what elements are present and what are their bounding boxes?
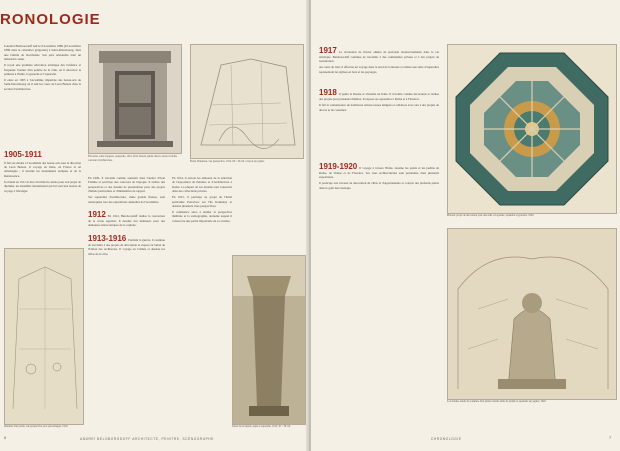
paragraph: Il obtient en 1911 le titre d'architecte artiste pour son projet de diplôme, un ensemble monumental qui lui vaut une bourse de voyage à l'étranger. — [4, 179, 81, 193]
year-heading: 1913-1916 — [88, 233, 127, 243]
paragraph: Au cours de l'été, il effectue un voyage dans le nord de la Russie et réalise une série d'aquarelles représentant les églises en bois et les paysages. — [319, 65, 439, 74]
paragraph: Il commence alors à étudier la perspective théâtrale et la scénographie, domaine auquel il consacrera une partie importante de sa carrière. — [172, 210, 232, 223]
year-heading: 1917 — [319, 46, 337, 55]
paragraph: Il fait la connaissance de nombreux artistes russes émigrés et collabore avec eux à des projets de décors et de costumes. — [319, 103, 439, 112]
figure-caption: Élévation, salle d'apparat. Aquarelle, 1912-1914. Dessin publié dans la revue Zodchii, concours d'architecture. — [88, 155, 178, 162]
paragraph: Il voyage à travers l'Italie, dessine les palais et les jardins de Rome, de Venise et de Florence. Ses vues architecturales sont présentées dans plusieurs expositions. — [319, 166, 439, 180]
text-column-3 — [172, 176, 232, 225]
figure-caption: La fontaine, étude de sculpture d'un palais romain, mine de plomb et aquarelle sur papier, 1920. — [447, 400, 547, 403]
right-page — [311, 0, 620, 451]
paragraph: La révolution de février amène de profonds bouleversements dans la vie artistique. Beloborodoff continue de travailler à des commandes privées et à des projets de restauration. — [319, 50, 439, 64]
text-column-2 — [88, 176, 165, 258]
paragraph: En 1915, il participe au projet de l'hôtel particulier Polovtsov sur l'île Kamenny et dessine plusieurs vues perspectives. — [172, 195, 232, 209]
figure-interior-perspective — [4, 248, 84, 425]
running-footer: ANDREÏ BELOBORODOFF ARCHITECTE, PEINTRE, SCÉNOGRAPHE — [80, 437, 214, 441]
paragraph: En 1914, il envoie les tableaux de la sélection de l'exposition de Peinture et d'Architecture à Rome. La plupart de ses dessins sont conservés dans des collections privées. — [172, 176, 232, 194]
figure-interior-sketch — [190, 44, 304, 159]
paragraph: Il participe aux travaux de décoration de villas et d'appartements et conçoit des plafonds peints dans le goût néoclassique. — [319, 181, 439, 190]
left-page — [0, 0, 309, 451]
figure-caption: Intérieur d'un palais, vue perspective avec personnages, 1916. — [4, 425, 69, 428]
year-heading: 1919-1920 — [319, 162, 358, 172]
paragraph: Il entre en 1905 à l'Académie impériale des beaux-arts de Saint-Pétersbourg où il suit les cours de Léon Benois dans la section d'architecture. — [4, 78, 81, 91]
figure-caption: Étude d'intérieur, vue perspective, 1914. 60 × 46 cm. Crayon sur papier. — [190, 160, 265, 163]
paragraph: 6 Andrei Beloborodoff naît le 8 novembre 1886 (20 novembre 1886 dans le calendrier grégorien) à Saint-Pétersbourg, dans une famille de marchands. Son père Alexandre était un industriel connu. — [4, 44, 82, 62]
year-heading: 1912 — [88, 210, 106, 220]
paragraph: Il fait ses études à l'Académie des beaux-arts sous la direction de Léon Benois. Il voyage en Italie, en France et en Allemagne ; il dessine les monuments antiques et de la Renaissance. — [4, 160, 81, 178]
paragraph: Il quitte la Russie et s'installe en Italie. Il travaille comme décorateur et réalise des projets pour plusieurs théâtres. Il expose ses aquarelles à Rome et à Florence. — [319, 92, 439, 102]
year-heading: 1918 — [319, 88, 337, 98]
figure-doorway-elevation — [88, 44, 182, 154]
paragraph: Ses aquarelles d'architecture, d'une grande finesse, sont remarquées lors des expositions annuelles de l'Académie. — [88, 195, 165, 204]
page-number: 6 — [4, 435, 7, 440]
text-column-right — [319, 46, 439, 192]
paragraph: Pendant la guerre, il continue de travailler à des projets de décoration et expose au Salon de l'Union des architectes. Il voyage en Crimée et dessine les villas de la côte. — [88, 237, 165, 256]
figure-salon — [232, 255, 306, 425]
paragraph: En 1909, il travaille comme assistant dans l'atelier d'Ivan Fomine et participe aux concours de l'époque. Il réalise des perspectives et des dessins de présentation pour des projets d'hôtels particuliers et d'immeubles de rapport. — [88, 176, 165, 194]
running-footer: CHRONOLOGIE — [431, 437, 462, 441]
text-column-1b — [4, 150, 81, 195]
paragraph: Il reçoit une première éducation artistique dès l'enfance et fréquente l'atelier d'un peintre de la ville, où il découvre la peinture à l'huile, la gouache et l'aquarelle. — [4, 63, 81, 77]
page-number: 7 — [609, 435, 612, 440]
figure-octagon-ceiling — [447, 44, 617, 214]
figure-caption: Plafond, projet de décoration pour une salle octogonale, aquarelle et gouache, 1920. — [447, 214, 535, 217]
paragraph: En 1912, Beloborodoff réalise la couverture de la revue Apollon. Il dessine des intérieurs pour des demeures aristocratiques de la capitale. — [88, 214, 165, 228]
figure-caption: Salon de réception, sépia et aquarelle, 1913. 45 × 38 cm. — [232, 425, 291, 428]
figure-fountain-sketch — [447, 228, 617, 400]
page-title: RONOLOGIE — [0, 11, 101, 28]
text-column-1 — [4, 44, 81, 93]
year-heading: 1905-1911 — [4, 150, 42, 159]
